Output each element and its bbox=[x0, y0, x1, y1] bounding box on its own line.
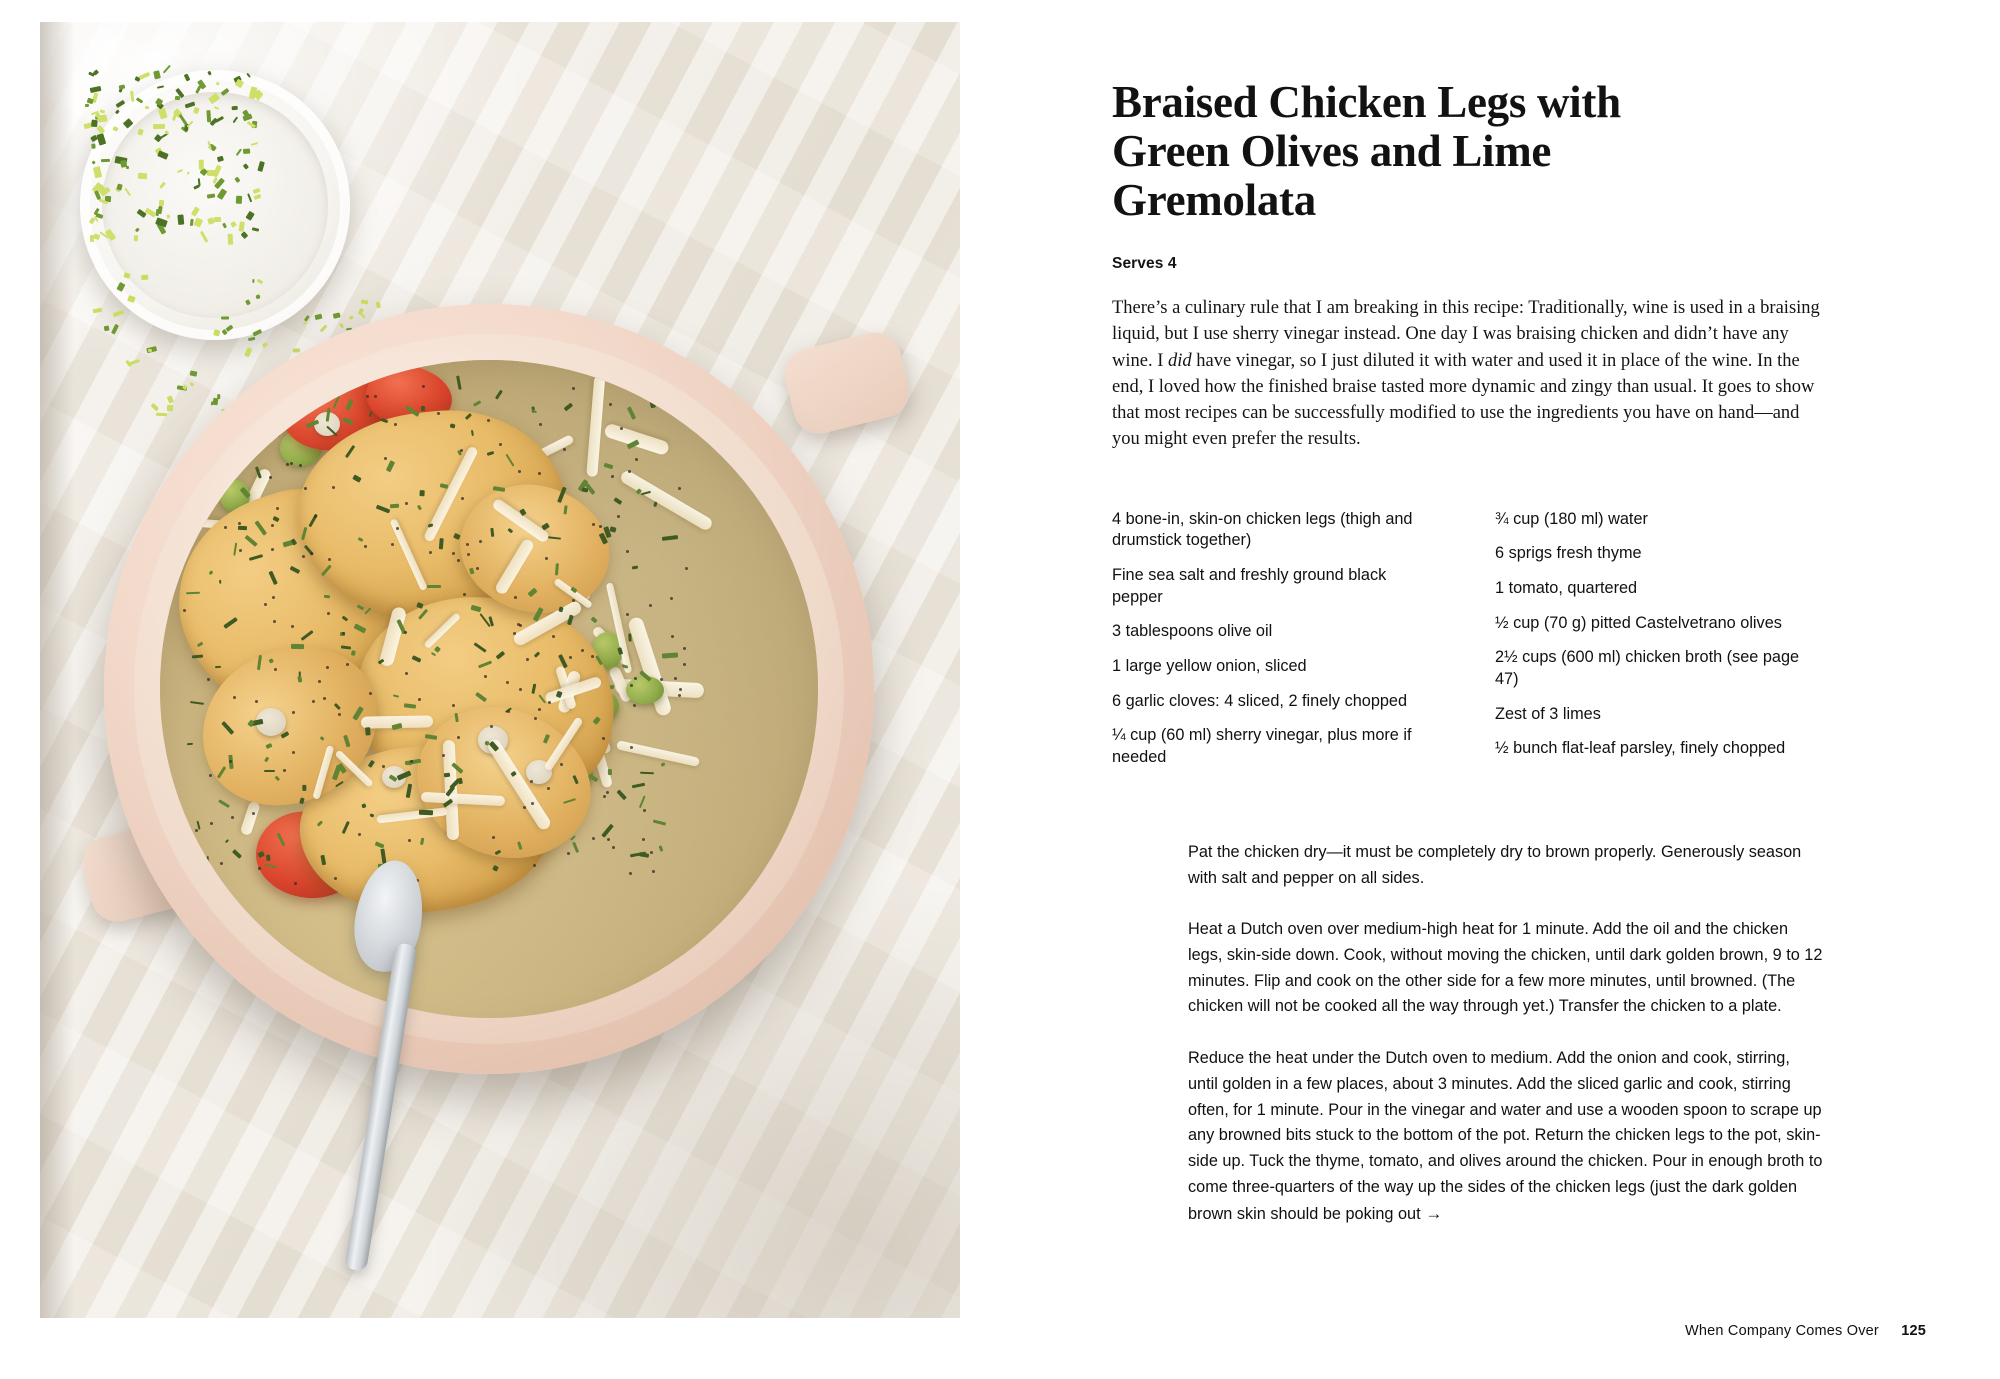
ingredient-item: 2½ cups (600 ml) chicken broth (see page 47) bbox=[1495, 648, 1800, 689]
recipe-headnote bbox=[1112, 295, 1824, 453]
cracked-pepper bbox=[227, 429, 230, 432]
cracked-pepper bbox=[629, 872, 632, 875]
cracked-pepper bbox=[283, 769, 286, 772]
green-olive bbox=[226, 420, 258, 450]
cracked-pepper bbox=[518, 470, 521, 473]
cracked-pepper bbox=[369, 692, 372, 695]
cracked-pepper bbox=[683, 663, 686, 666]
cracked-pepper bbox=[422, 385, 425, 388]
thyme-leaf bbox=[266, 854, 271, 861]
cracked-pepper bbox=[276, 507, 279, 510]
cracked-pepper bbox=[679, 688, 682, 691]
cracked-pepper bbox=[603, 795, 606, 798]
cracked-pepper bbox=[523, 806, 526, 809]
thyme-leaf bbox=[219, 580, 221, 585]
thyme-leaf bbox=[419, 809, 433, 814]
ingredient-item: 3 tablespoons olive oil bbox=[1112, 622, 1273, 641]
cracked-pepper bbox=[620, 427, 623, 430]
cracked-pepper bbox=[271, 524, 274, 527]
cracked-pepper bbox=[476, 567, 479, 570]
instructions-list bbox=[1188, 840, 1824, 1228]
ingredients-list bbox=[1112, 509, 1824, 782]
instruction-text: Heat a Dutch oven over medium-high heat for 1 minute. Add the oil and the chicken legs, skin-side down. Cook, without moving the chicken, until dark golden brown, 9 to 12 minutes. Flip and cook on the other side for a few more minutes, until browned. (The chicken will not be cooked all the way through yet.) Transfer the chicken to a plate. bbox=[1188, 920, 1823, 1016]
ingredient-item: 6 garlic cloves: 4 sliced, 2 finely chopped bbox=[1112, 691, 1408, 710]
cracked-pepper bbox=[408, 839, 411, 842]
ingredient-item: ¼ cup (60 ml) sherry vinegar, plus more if needed bbox=[1112, 726, 1412, 767]
ingredient-item: Zest of 3 limes bbox=[1495, 704, 1601, 723]
instruction-text: Reduce the heat under the Dutch oven to medium. Add the onion and cook, stirring, until golden in a few places, about 3 minutes. Add the sliced garlic and cook, stirring often, for 1 minute. Pour in the vinegar and water and use a wooden spoon to scrape up any browned bits stuck to the bottom of the pot. Return the chicken legs to the pot, skin-side up. Tuck the thyme, tomato, and olives around the chicken. Pour in enough broth to come three-quarters of the way up the sides of the chicken legs (just the dark golden brown skin should be poking out bbox=[1188, 1049, 1823, 1223]
thyme-leaf bbox=[291, 644, 304, 649]
cracked-pepper bbox=[592, 837, 595, 840]
thyme-leaf bbox=[238, 526, 247, 530]
cracked-pepper bbox=[460, 449, 463, 452]
cracked-pepper bbox=[466, 543, 469, 546]
cracked-pepper bbox=[626, 613, 629, 616]
cracked-pepper bbox=[220, 862, 223, 865]
thyme-leaf bbox=[438, 539, 443, 550]
braiser-interior bbox=[160, 360, 818, 1018]
ingredient-item: 1 large yellow onion, sliced bbox=[1112, 657, 1307, 676]
thyme-leaf bbox=[241, 461, 247, 468]
continuation-arrow-icon: → bbox=[1420, 1203, 1443, 1223]
cracked-pepper bbox=[294, 882, 297, 885]
cracked-pepper bbox=[252, 812, 255, 815]
cracked-pepper bbox=[189, 414, 192, 417]
cracked-pepper bbox=[292, 711, 295, 714]
instruction-step bbox=[1188, 840, 1824, 891]
cracked-pepper bbox=[405, 502, 408, 505]
cracked-pepper bbox=[599, 525, 602, 528]
chapter-name: When Company Comes Over bbox=[1684, 1323, 1879, 1339]
cracked-pepper bbox=[264, 603, 267, 606]
ingredient-item: Fine sea salt and freshly ground black pepper bbox=[1112, 566, 1387, 606]
cracked-pepper bbox=[517, 623, 520, 626]
thyme-leaf bbox=[419, 491, 424, 497]
gremolata-herbs bbox=[84, 68, 266, 246]
cracked-pepper bbox=[340, 387, 343, 390]
cracked-pepper bbox=[484, 675, 487, 678]
page-footer bbox=[1685, 1323, 1926, 1339]
cracked-pepper bbox=[569, 656, 572, 659]
cracked-pepper bbox=[547, 787, 550, 790]
cracked-pepper bbox=[342, 632, 345, 635]
headnote-part-2: have vinegar, so I just diluted it with water and used it in place of the wine. In the end, I loved how the finished braise tasted more dynamic and zingy than usual. It goes to show that most recipes can be successfully modified to use the ingredients you have on hand—and you might even prefer the results. bbox=[1112, 350, 1815, 450]
thyme-leaf bbox=[609, 526, 616, 532]
cracked-pepper bbox=[314, 515, 317, 518]
page-number: 125 bbox=[1901, 1323, 1926, 1339]
cracked-pepper bbox=[671, 635, 674, 638]
cracked-pepper bbox=[652, 870, 655, 873]
thyme-leaf bbox=[608, 769, 612, 775]
serves-label: Serves 4 bbox=[1112, 255, 1177, 273]
cracked-pepper bbox=[318, 680, 321, 683]
ingredient-item: 1 tomato, quartered bbox=[1495, 579, 1638, 598]
cracked-pepper bbox=[273, 620, 276, 623]
cloth-edge bbox=[40, 22, 74, 1318]
cracked-pepper bbox=[323, 697, 326, 700]
ingredients-column-1 bbox=[1112, 509, 1441, 782]
cracked-pepper bbox=[530, 780, 533, 783]
ingredient-item: ½ bunch flat-leaf parsley, finely chopped bbox=[1495, 739, 1786, 758]
cracked-pepper bbox=[461, 497, 464, 500]
cracked-pepper bbox=[442, 754, 445, 757]
cracked-pepper bbox=[382, 765, 385, 768]
headnote-emphasis: did bbox=[1168, 350, 1192, 371]
thyme-leaf bbox=[279, 419, 284, 424]
cracked-pepper bbox=[404, 631, 407, 634]
cracked-pepper bbox=[606, 791, 609, 794]
cracked-pepper bbox=[563, 448, 566, 451]
thyme-leaf bbox=[640, 771, 654, 774]
cracked-pepper bbox=[506, 681, 509, 684]
cracked-pepper bbox=[338, 713, 341, 716]
photo-page bbox=[0, 0, 960, 1379]
cracked-pepper bbox=[633, 704, 636, 707]
page-title: Braised Chicken Legs with Green Olives and Lime Gremolata bbox=[1112, 77, 1621, 226]
cracked-pepper bbox=[209, 774, 212, 777]
cracked-pepper bbox=[207, 678, 210, 681]
instruction-step bbox=[1188, 1046, 1824, 1227]
ingredient-item: 4 bone-in, skin-on chicken legs (thigh and drumstick together) bbox=[1112, 509, 1413, 550]
ingredient-item: ¾ cup (180 ml) water bbox=[1495, 509, 1648, 528]
thyme-leaf bbox=[366, 727, 371, 735]
cracked-pepper bbox=[210, 822, 213, 825]
cracked-pepper bbox=[487, 419, 490, 422]
cracked-pepper bbox=[660, 678, 663, 681]
ingredient-item: ½ cup (70 g) pitted Castelvetrano olives bbox=[1495, 613, 1782, 632]
cracked-pepper bbox=[652, 401, 655, 404]
cracked-pepper bbox=[670, 597, 673, 600]
cracked-pepper bbox=[391, 543, 394, 546]
cracked-pepper bbox=[630, 684, 633, 687]
cracked-pepper bbox=[364, 545, 367, 548]
cracked-pepper bbox=[685, 567, 688, 570]
ingredients-column-2 bbox=[1495, 509, 1824, 782]
cracked-pepper bbox=[304, 487, 307, 490]
braiser-pot bbox=[104, 304, 874, 1074]
thyme-leaf bbox=[205, 389, 210, 402]
ingredient-item: 6 sprigs fresh thyme bbox=[1495, 544, 1642, 563]
cracked-pepper bbox=[394, 423, 397, 426]
cracked-pepper bbox=[567, 852, 570, 855]
cracked-pepper bbox=[538, 708, 541, 711]
thyme-leaf bbox=[628, 633, 631, 641]
recipe-page bbox=[960, 0, 2000, 1379]
cracked-pepper bbox=[347, 382, 350, 385]
cracked-pepper bbox=[674, 677, 677, 680]
braised-chicken-photo bbox=[40, 22, 960, 1318]
thyme-leaf bbox=[662, 652, 678, 658]
cracked-pepper bbox=[189, 511, 192, 514]
cracked-pepper bbox=[328, 558, 331, 561]
cracked-pepper bbox=[258, 867, 261, 870]
thyme-leaf bbox=[390, 503, 399, 507]
thyme-leaf bbox=[215, 666, 221, 668]
thyme-leaf bbox=[264, 770, 275, 772]
cracked-pepper bbox=[490, 725, 493, 728]
cracked-pepper bbox=[452, 552, 455, 555]
thyme-leaf bbox=[610, 685, 615, 689]
thyme-leaf bbox=[581, 487, 588, 492]
cracked-pepper bbox=[286, 463, 289, 466]
cracked-pepper bbox=[274, 668, 277, 671]
cracked-pepper bbox=[437, 412, 440, 415]
cracked-pepper bbox=[612, 846, 615, 849]
cracked-pepper bbox=[233, 696, 236, 699]
thyme-leaf bbox=[260, 406, 270, 410]
thyme-leaf bbox=[421, 406, 425, 411]
thyme-leaf bbox=[222, 407, 235, 412]
headnote-part-1: There’s a culinary rule that I am breaking in this recipe: Traditionally, wine is used in a braising liquid, but I use sherry vinegar instead. One day I was braising chicken and didn’t have any wine. I bbox=[1112, 298, 1820, 371]
instruction-step bbox=[1188, 917, 1824, 1020]
instruction-text: Pat the chicken dry—it must be completely dry to brown properly. Generously season with salt and pepper on all sides. bbox=[1188, 842, 1802, 887]
cracked-pepper bbox=[572, 599, 575, 602]
